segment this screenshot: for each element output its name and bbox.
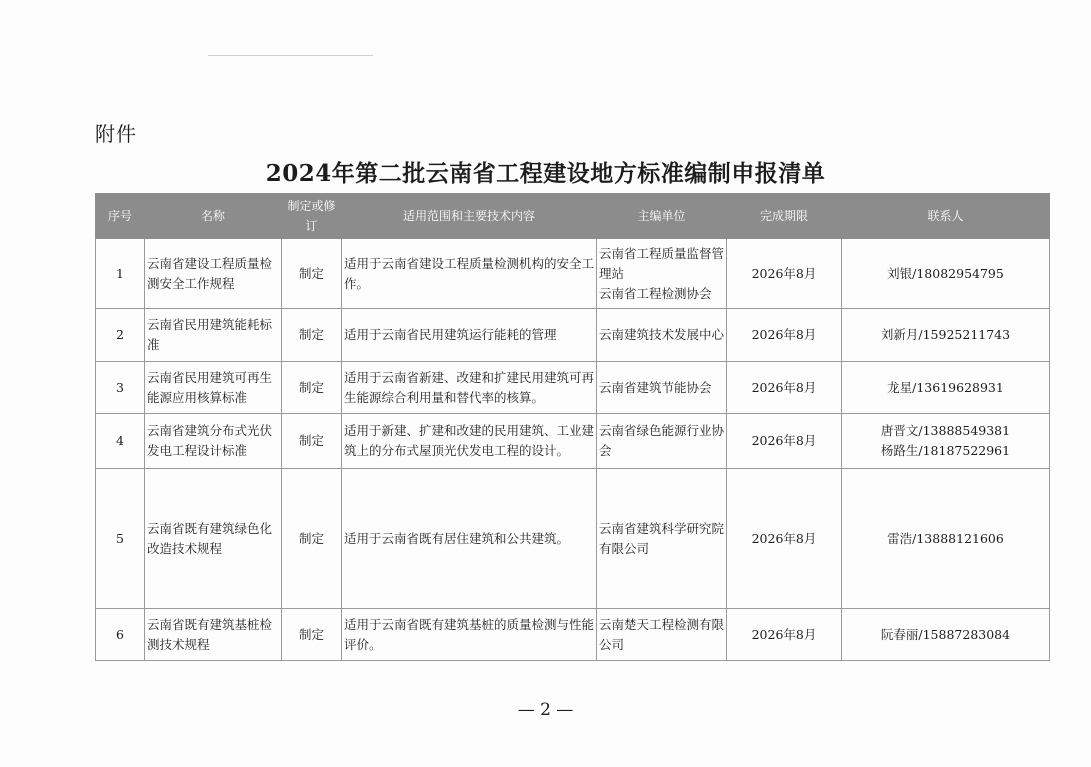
row-editor [597,414,727,469]
row-name: 云南省既有建筑基桩检测技术规程 [145,609,282,661]
row-name: 云南省民用建筑可再生能源应用核算标准 [145,362,282,414]
contact-line: 雷浩/13888121606 [887,530,1004,546]
row-deadline: 2026年8月 [727,469,842,609]
header-editor: 主编单位 [597,194,727,239]
contact-line: 唐晋文/13888549381 [880,423,1011,438]
row-scope: 适用于云南省既有建筑基桩的质量检测与性能评价。 [342,609,597,661]
table-row [96,239,1050,309]
table-row [96,609,1050,661]
row-scope: 适用于云南省新建、改建和扩建民用建筑可再生能源综合利用量和替代率的核算。 [342,362,597,414]
row-no: 5 [96,469,145,609]
row-editor [597,362,727,414]
row-deadline: 2026年8月 [727,609,842,661]
contact-line: 刘银/18082954795 [887,265,1004,281]
contact-line: 龙星/13619628931 [887,379,1004,395]
standards-table [95,193,1050,661]
row-scope: 适用于云南省建设工程质量检测机构的安全工作。 [342,239,597,309]
row-no: 1 [96,239,145,309]
editor-line: 云南省工程检测协会 [599,285,712,301]
row-no: 4 [96,414,145,469]
table-row [96,362,1050,414]
row-editor [597,239,727,309]
header-scope: 适用范围和主要技术内容 [342,194,597,239]
row-scope: 适用于云南省既有居住建筑和公共建筑。 [342,469,597,609]
document-title: 2024年第二批云南省工程建设地方标准编制申报清单 [265,160,826,187]
attachment-label: 附件 [95,122,137,146]
contact-line: 刘新月/15925211743 [880,327,1011,342]
contact-line: 阮春丽/15887283084 [880,626,1011,642]
editor-line: 云南省工程质量监督管理站 [599,245,725,281]
row-editor [597,309,727,362]
row-name: 云南省建筑分布式光伏发电工程设计标准 [145,414,282,469]
row-no: 6 [96,609,145,661]
row-type: 制定 [282,414,342,469]
row-contact [842,309,1050,362]
editor-line: 云南建筑技术发展中心 [599,327,725,342]
header-deadline: 完成期限 [727,194,842,239]
row-no: 3 [96,362,145,414]
row-type: 制定 [282,362,342,414]
row-contact [842,469,1050,609]
row-no: 2 [96,309,145,362]
table-row [96,469,1050,609]
row-type: 制定 [282,309,342,362]
row-deadline: 2026年8月 [727,414,842,469]
header-type: 制定或修订 [282,194,342,239]
row-type: 制定 [282,609,342,661]
row-name: 云南省建设工程质量检测安全工作规程 [145,239,282,309]
row-scope: 适用于新建、扩建和改建的民用建筑、工业建筑上的分布式屋顶光伏发电工程的设计。 [342,414,597,469]
row-name: 云南省既有建筑绿色化改造技术规程 [145,469,282,609]
editor-line: 云南楚天工程检测有限公司 [599,616,725,652]
page-number: — 2 — [517,700,574,720]
header-contact: 联系人 [842,194,1050,239]
editor-line: 云南省建筑节能协会 [599,379,712,395]
editor-line: 云南省建筑科学研究院有限公司 [599,520,725,556]
table-header-row [96,194,1050,239]
row-deadline: 2026年8月 [727,362,842,414]
row-type: 制定 [282,239,342,309]
top-rule [208,55,373,56]
row-editor [597,609,727,661]
row-scope: 适用于云南省民用建筑运行能耗的管理 [342,309,597,362]
editor-line: 云南省绿色能源行业协会 [599,423,725,458]
table-row [96,309,1050,362]
row-name: 云南省民用建筑能耗标准 [145,309,282,362]
row-contact [842,609,1050,661]
row-deadline: 2026年8月 [727,239,842,309]
row-contact [842,239,1050,309]
header-name: 名称 [145,194,282,239]
row-contact [842,414,1050,469]
row-contact [842,362,1050,414]
header-no: 序号 [96,194,145,239]
contact-line: 杨路生/18187522961 [880,443,1011,458]
table-row [96,414,1050,469]
row-type: 制定 [282,469,342,609]
row-deadline: 2026年8月 [727,309,842,362]
row-editor [597,469,727,609]
